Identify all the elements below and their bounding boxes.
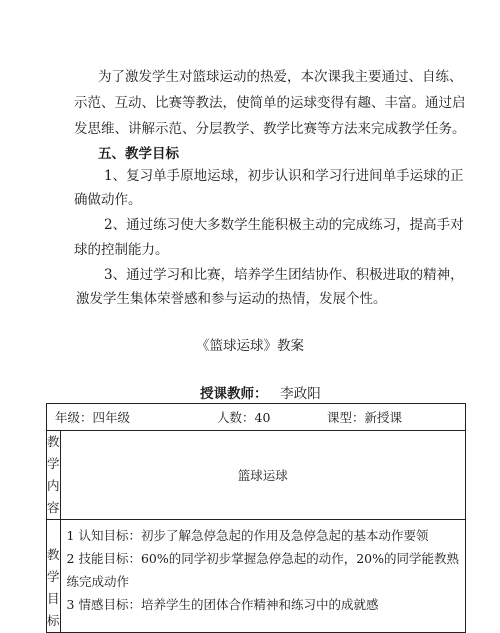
goal-detail-2: 2 技能目标：60%的同学初步掌握急停急起的动作，20%的同学能教熟 <box>66 551 460 566</box>
goal-label-line-2: 目标 <box>47 591 60 628</box>
lesson-title: 《篮球运球》教案 <box>196 338 304 354</box>
content-label-line-2: 内容 <box>47 478 60 515</box>
content-label <box>47 431 61 520</box>
info-cell <box>47 404 466 431</box>
content-row <box>47 431 466 520</box>
goal3-line-2: 激发学生集体荣誉感和参与运动的热情，发展个性。 <box>76 291 387 307</box>
goal-detail-1: 1 认知目标：初步了解急停急起的作用及急停急起的基本动作要领 <box>66 528 429 543</box>
section-heading: 五、教学目标 <box>98 146 179 162</box>
goal1-line-2: 确做动作。 <box>74 192 142 208</box>
type-text: 课型：新授课 <box>327 410 403 425</box>
goal1-line-1: 1、复习单手原地运球，初步认识和学习行进间单手运球的正 <box>104 168 464 184</box>
grade-text: 年级：四年级 <box>55 410 131 425</box>
goal3-line-1: 3、通过学习和比赛，培养学生团结协作、积极进取的精神， <box>104 267 464 283</box>
intro-line-3: 发思维、讲解示范、分层教学、教学比赛等方法来完成教学任务。 <box>74 121 466 137</box>
teacher-name: 李政阳 <box>280 386 321 402</box>
info-row <box>47 404 466 431</box>
goal-detail-4: 3 情感目标：培养学生的团体合作精神和练习中的成就感 <box>66 597 379 612</box>
intro-line-2: 示范、互动、比赛等教法，使简单的运球变得有趣、丰富。通过启 <box>74 95 466 111</box>
teacher-line <box>200 385 321 403</box>
goal-label-line-1: 教学 <box>47 547 60 584</box>
teacher-label: 授课教师： <box>200 386 268 402</box>
goal-detail-3: 练完成动作 <box>66 574 130 589</box>
intro-line-1: 为了激发学生对篮球运动的热爱，本次课我主要通过、自练、 <box>98 69 463 85</box>
goal-label <box>47 520 61 633</box>
goal-row <box>47 520 466 633</box>
content-label-line-1: 教学 <box>47 434 60 471</box>
goal-details <box>60 520 466 633</box>
lesson-plan-table <box>46 403 466 633</box>
content-value: 篮球运球 <box>60 431 466 520</box>
goal2-line-1: 2、通过练习使大多数学生能积极主动的完成练习，提高手对 <box>104 217 464 233</box>
count-text: 人数：40 <box>217 410 271 425</box>
goal2-line-2: 球的控制能力。 <box>74 242 169 258</box>
